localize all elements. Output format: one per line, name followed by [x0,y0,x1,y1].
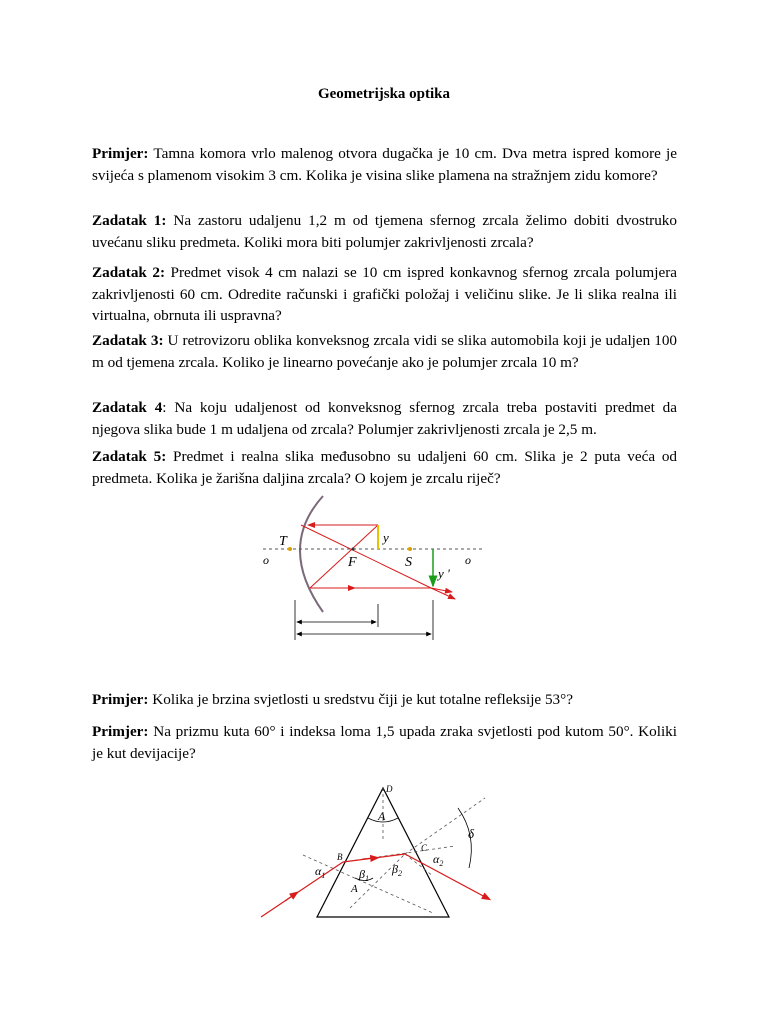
example-total-reflection [92,689,677,711]
label-alpha: α [315,864,322,878]
label-beta2-sub: 2 [397,869,402,878]
para-text: Na prizmu kuta 60° i indeksa loma 1,5 upada zraka svjetlosti pod kutom 50°. Koliki je kut devijacije? [92,723,677,762]
page-title: Geometrijska optika [317,86,451,102]
label-beta: β [359,867,365,881]
label-D: D [386,784,393,794]
prism-diagram [255,780,505,925]
emergent-ray [405,854,487,898]
label-S: S [405,555,412,570]
para-label: Zadatak 4 [92,399,163,416]
label-beta: β [392,862,398,876]
para-text: U retrovizoru oblika konveksnog zrcala vidi se slika automobila koji je udaljen 100 m od tjemena zrcala. Koliko je linearno povećanje ako je polumjer zrcala 10 m? [92,332,678,371]
para-label: Zadatak 3: [92,332,164,349]
label-alpha2 [433,852,443,868]
label-delta: δ [468,826,475,841]
label-F: F [348,555,357,570]
label-T: T [279,534,287,549]
para-text: Na zastoru udaljenu 1,2 m od tjemena sfernog zrcala želimo dobiti dvostruko uvećanu sliku predmeta. Koliki mora biti polumjer zakrivljenosti zrcala? [92,212,677,251]
task-5 [92,446,677,489]
example-prism [92,721,677,764]
label-y: y [383,530,389,545]
para-label: Primjer: [92,723,149,740]
label-alpha2-sub: 2 [439,859,444,868]
label-alpha: α [433,852,440,866]
para-label: Zadatak 2: [92,264,166,281]
task-4 [92,397,677,440]
label-o-left: o [263,553,269,567]
task-3 [92,330,677,373]
para-text: : Na koju udaljenost od konveksnog sfernog zrcala treba postaviti predmet da njegova slika bude 1 m udaljena od zrcala? Polumjer zakrivljenosti zrcala je 2,5 m. [92,399,677,438]
label-C: C [421,843,428,853]
para-label: Primjer: [92,691,149,708]
para-text: Kolika je brzina svjetlosti u sredstvu čiji je kut totalne refleksije 53°? [148,691,573,708]
label-A-bottom: A [351,883,358,895]
para-label: Zadatak 5: [92,448,167,465]
para-label: Primjer: [92,145,149,162]
para-text: Predmet visok 4 cm nalazi se 10 cm ispred konkavnog sfernog zrcala polumjera zakrivljenosti 60 cm. Odredite računski i grafički položaj i veličinu slike. Je li slika realna ili virtualna, obrnuta ili uspravna? [92,264,677,324]
label-alpha1-sub: 1 [321,871,326,880]
para-text: Predmet i realna slika međusobno su udaljeni 60 cm. Slika je 2 puta veća od predmeta. Kolika je žarišna daljina zrcala? O kojem je zrcalu riječ? [92,448,678,487]
label-A-top: A [378,809,386,823]
task-2 [92,262,677,327]
label-beta1 [358,867,369,883]
para-text: Tamna komora vrlo malenog otvora dugačka je 10 cm. Dva metra ispred komore je svijeća s plamenom visokim 3 cm. Kolika je visina slike plamena na stražnjem zidu komore? [92,145,677,184]
label-o-right: o [465,553,471,567]
label-B: B [337,852,343,862]
mirror-diagram [255,492,495,647]
mirror-arc [300,496,323,612]
task-1 [92,210,677,253]
label-alpha1 [315,864,325,880]
example-camera-obscura [92,143,677,186]
label-y-prime: y ' [438,566,450,581]
label-beta2 [391,862,402,878]
para-label: Zadatak 1: [92,212,167,229]
label-beta1-sub: 1 [364,874,369,883]
